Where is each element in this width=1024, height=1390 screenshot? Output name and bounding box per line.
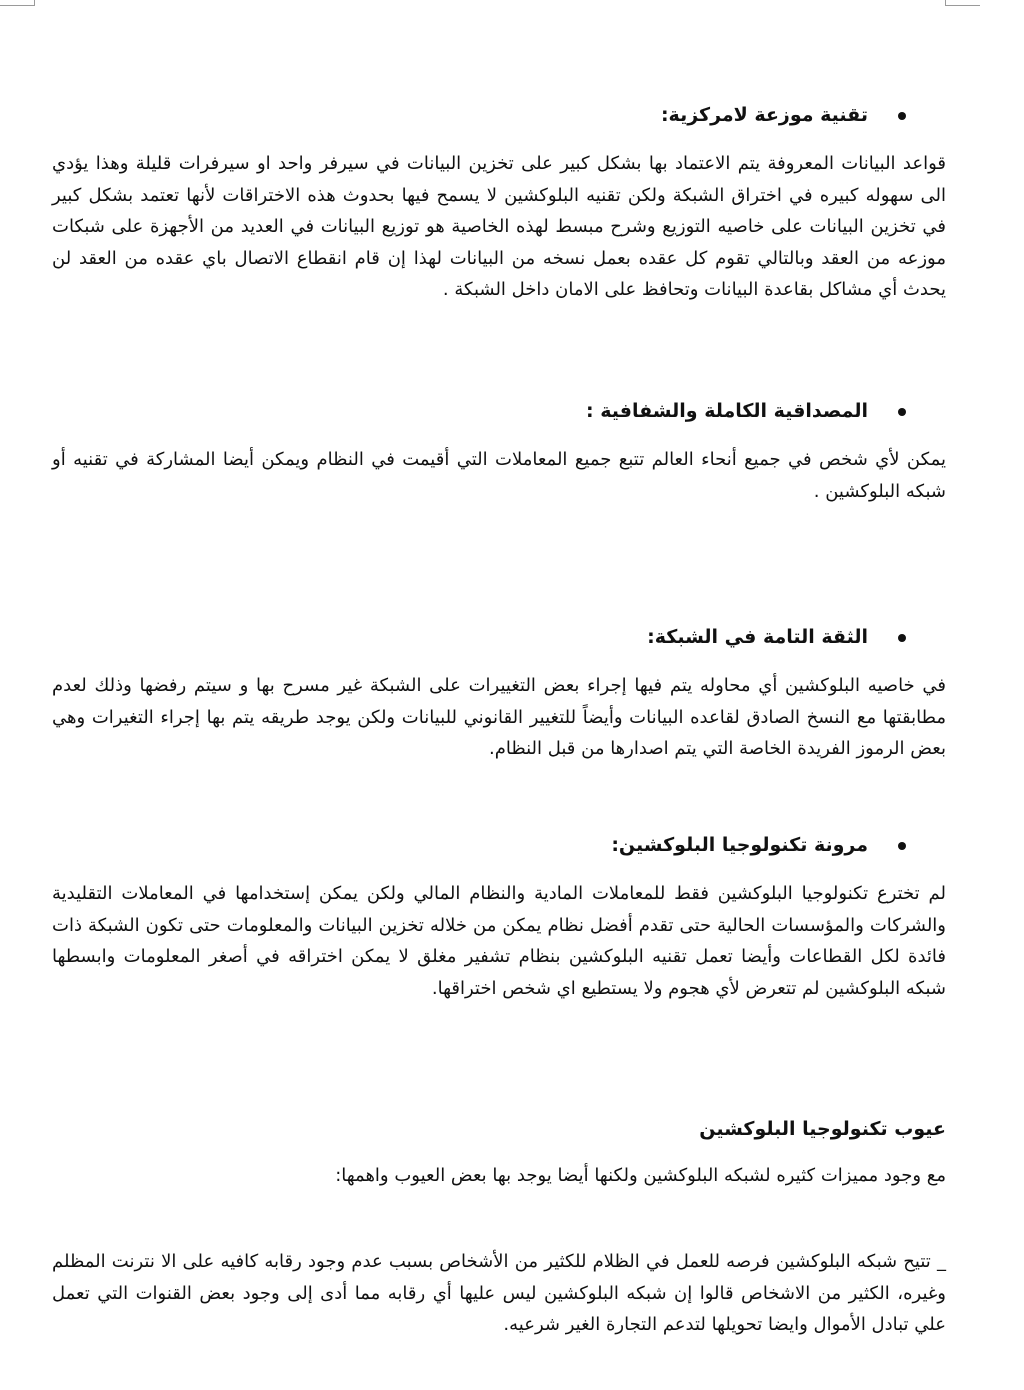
- bullet-icon: [898, 634, 906, 642]
- page-corner-mark-left: [0, 0, 35, 6]
- section-decentralized: [52, 100, 946, 306]
- section-heading: [52, 622, 946, 652]
- bullet-icon: [898, 842, 906, 850]
- section-heading-text: المصداقية الكاملة والشفافية :: [586, 400, 868, 422]
- bullet-icon: [898, 112, 906, 120]
- section-transparency: [52, 396, 946, 507]
- page-corner-mark-right: [945, 0, 980, 6]
- drawback-item-text: _ تتيح شبكه البلوكشين فرصه للعمل في الظلام للكثير من الأشخاص بسبب عدم وجود رقابه كافيه على الا نترنت المظلم وغيره، الكثير من الاشخاص قالوا إن شبكه البلوكشين ليس عليها أي رقابه مما أدى إلى وجود بعض القنوات التي تعمل علي تبادل الأموال وايضا تحويلها لتدعم التجارة الغير شرعيه.: [52, 1251, 946, 1335]
- section-heading-text: الثقة التامة في الشبكة:: [647, 626, 868, 648]
- section-paragraph: قواعد البيانات المعروفة يتم الاعتماد بها بشكل كبير على تخزين البيانات في سيرفر واحد او سيرفرات قليلة وهذا يؤدي الى سهوله كبيره في اختراق الشبكة ولكن تقنيه البلوكشين لا يسمح فيها بحدوث هذه الاختراقات لأنها تعتمد بشكل كبير في تخزين البيانات على خاصيه التوزيع وشرح مبسط لهذه الخاصية هو توزيع البيانات في العديد من الأجهزة على شبكات موزعه من العقد وبالتالي تقوم كل عقده بعمل نسخه من البيانات لهذا إن قام انقطاع الاتصال باي عقده من العقد لن يحدث أي مشاكل بقاعدة البيانات وتحافظ على الامان داخل الشبكة .: [52, 153, 946, 300]
- section-heading: [52, 396, 946, 426]
- section-drawbacks: [52, 1114, 946, 1192]
- section-paragraph: لم تخترع تكنولوجيا البلوكشين فقط للمعاملات المادية والنظام المالي ولكن يمكن إستخدامها في المعاملات التقليدية والشركات والمؤسسات الحالية حتى تقدم أفضل نظام يمكن من خلاله تخزين البيانات والمعلومات حتى تكون الشبكة ذات فائدة لكل القطاعات وأيضا تعمل تقنيه البلوكشين بنظام تشفير مغلق لا يمكن اختراقه في أصغر المعلومات وابسطها شبكه البلوكشين لم تتعرض لأي هجوم ولا يستطيع اي شخص اختراقها.: [52, 883, 946, 999]
- section-paragraph: في خاصيه البلوكشين أي محاوله يتم فيها إجراء بعض التغييرات على الشبكة غير مسرح بها و سيتم رفضها وذلك لعدم مطابقتها مع النسخ الصادق لقاعده البيانات وأيضاً للتغيير القانوني للبيانات ولكن يوجد طريقه يتم بها إجراء التغيرات وهي بعض الرموز الفريدة الخاصة التي يتم اصدارها من قبل النظام.: [52, 675, 946, 759]
- section-paragraph: يمكن لأي شخص في جميع أنحاء العالم تتبع جميع المعاملات التي أقيمت في النظام ويمكن أيضا المشاركة في تقنيه أو شبكه البلوكشين .: [52, 449, 946, 502]
- drawbacks-heading: عيوب تكنولوجيا البلوكشين: [699, 1118, 946, 1140]
- section-heading-text: مرونة تكنولوجيا البلوكشين:: [611, 834, 868, 856]
- drawback-item: [52, 1246, 946, 1341]
- section-heading: [52, 100, 946, 130]
- section-flexibility: [52, 830, 946, 1004]
- bullet-icon: [898, 408, 906, 416]
- drawbacks-intro: مع وجود مميزات كثيره لشبكه البلوكشين ولكنها أيضا يوجد بها بعض العيوب واهمها:: [335, 1165, 946, 1186]
- section-trust: [52, 622, 946, 765]
- section-heading-text: تقنية موزعة لامركزية:: [660, 104, 868, 126]
- section-heading: [52, 830, 946, 860]
